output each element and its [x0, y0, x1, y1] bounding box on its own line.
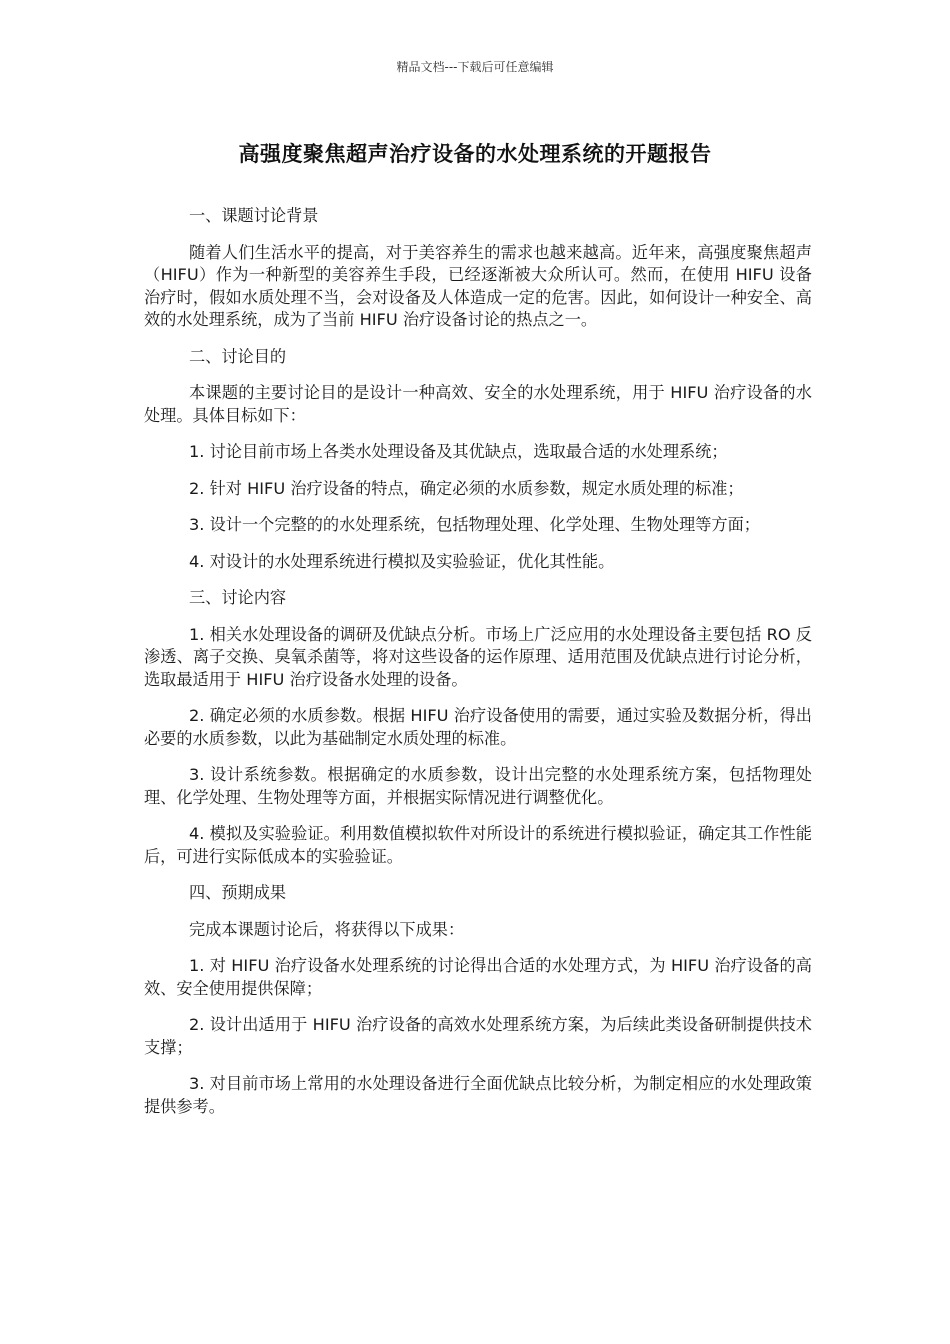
document-body	[144, 205, 812, 1132]
section-heading-outcomes: 四、预期成果	[189, 883, 287, 902]
outcome-item: 3. 对目前市场上常用的水处理设备进行全面优缺点比较分析，为制定相应的水处理政策提供参考。	[144, 1074, 812, 1116]
purpose-item: 1. 讨论目前市场上各类水处理设备及其优缺点，选取最合适的水处理系统；	[189, 442, 728, 461]
content-item: 2. 确定必须的水质参数。根据 HIFU 治疗设备使用的需要，通过实验及数据分析，得出必要的水质参数，以此为基础制定水质处理的标准。	[144, 706, 812, 748]
section-heading-purpose: 二、讨论目的	[189, 346, 287, 366]
purpose-item: 3. 设计一个完整的的水处理系统，包括物理处理、化学处理、生物处理等方面；	[189, 515, 760, 534]
purpose-item: 4. 对设计的水处理系统进行模拟及实验验证，优化其性能。	[189, 551, 615, 571]
purpose-intro: 本课题的主要讨论目的是设计一种高效、安全的水处理系统，用于 HIFU 治疗设备的水处理。具体目标如下：	[144, 383, 812, 425]
purpose-item: 2. 针对 HIFU 治疗设备的特点，确定必须的水质参数，规定水质处理的标准；	[189, 478, 744, 498]
section-heading-background: 一、课题讨论背景	[189, 206, 319, 225]
outcome-item: 1. 对 HIFU 治疗设备水处理系统的讨论得出合适的水处理方式，为 HIFU 治疗设备的高效、安全使用提供保障；	[144, 956, 812, 998]
outcome-item: 2. 设计出适用于 HIFU 治疗设备的高效水处理系统方案，为后续此类设备研制提供技术支撑；	[144, 1015, 812, 1057]
content-item: 4. 模拟及实验验证。利用数值模拟软件对所设计的系统进行模拟验证，确定其工作性能后，可进行实际低成本的实验验证。	[144, 824, 812, 866]
content-item: 1. 相关水处理设备的调研及优缺点分析。市场上广泛应用的水处理设备主要包括 RO 反渗透、离子交换、臭氧杀菌等，将对这些设备的运作原理、适用范围及优缺点进行讨论分析，选取最适用于 HIFU 治疗设备水处理的设备。	[144, 624, 812, 689]
background-paragraph: 随着人们生活水平的提高，对于美容养生的需求也越来越高。近年来，高强度聚焦超声（HIFU）作为一种新型的美容养生手段，已经逐渐被大众所认可。然而，在使用 HIFU 设备治疗时，假如水质处理不当，会对设备及人体造成一定的危害。因此，如何设计一种安全、高效的水处理系统，成为了当前 HIFU 治疗设备讨论的热点之一。	[144, 242, 812, 329]
outcomes-intro: 完成本课题讨论后，将获得以下成果：	[189, 919, 465, 939]
content-item: 3. 设计系统参数。根据确定的水质参数，设计出完整的水处理系统方案，包括物理处理、化学处理、生物处理等方面，并根据实际情况进行调整优化。	[144, 765, 812, 807]
header-note: 精品文档---下载后可任意编辑	[396, 60, 554, 74]
document-title: 高强度聚焦超声治疗设备的水处理系统的开题报告	[238, 142, 712, 166]
section-heading-content: 三、讨论内容	[189, 588, 287, 607]
